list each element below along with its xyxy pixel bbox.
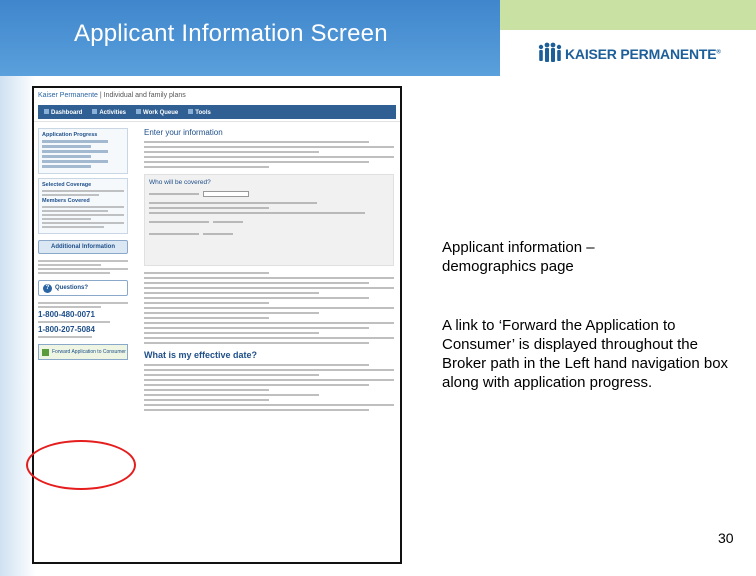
nav-dashboard[interactable]: Dashboard — [44, 109, 82, 116]
form-heading: Who will be covered? — [149, 179, 211, 186]
coverage-form-panel — [144, 174, 394, 266]
page-number: 30 — [718, 530, 734, 546]
coverage-select[interactable] — [203, 191, 249, 197]
app-brand-sub: Individual and family plans — [103, 92, 186, 99]
questions-button[interactable]: ? Questions? — [38, 280, 128, 296]
question-icon: ? — [43, 284, 52, 293]
selected-coverage-title: Selected Coverage — [42, 182, 92, 188]
logo-text: KAISER PERMANENTE — [565, 46, 717, 62]
logo-registered-mark: ® — [716, 49, 721, 56]
phone-number-1: 1-800-480-0071 — [38, 310, 95, 319]
caption-forward-link: A link to ‘Forward the Application to Consumer’ is displayed throughout the Broker path in the Left hand navigation box along with application progress. — [442, 317, 729, 391]
progress-item-family[interactable] — [42, 145, 91, 148]
progress-item-verification[interactable] — [42, 155, 91, 158]
app-nav-bar — [38, 105, 396, 119]
caption-demographics: Applicant information – demographics page — [442, 239, 595, 275]
effective-date-heading: What is my effective date? — [144, 350, 258, 360]
nav-activities[interactable]: Activities — [92, 109, 126, 116]
forward-icon — [42, 349, 49, 356]
nav-work-queue[interactable]: Work Queue — [136, 109, 178, 116]
additional-information-button[interactable]: Additional Information — [38, 240, 128, 254]
progress-item-personal-info[interactable] — [42, 140, 108, 143]
progress-item-payment[interactable] — [42, 165, 91, 168]
highlight-ellipse — [26, 440, 136, 490]
nav-tools[interactable]: Tools — [188, 109, 211, 116]
slide-title: Applicant Information Screen — [74, 20, 388, 47]
embedded-app-screenshot — [32, 86, 402, 564]
members-covered-title: Members Covered — [42, 198, 90, 204]
app-brand-row: Kaiser Permanente | Individual and family plans — [38, 92, 186, 99]
left-gradient-strip — [0, 76, 36, 576]
forward-application-button[interactable]: Forward Application to Consumer — [38, 344, 128, 360]
logo-wordmark — [565, 46, 721, 62]
selected-coverage-box — [38, 178, 128, 234]
main-title: Enter your information — [144, 128, 223, 137]
app-brand: Kaiser Permanente — [38, 92, 98, 99]
progress-item-confirmation[interactable] — [42, 160, 108, 163]
application-progress-box — [38, 128, 128, 174]
phone-number-2: 1-800-207-5084 — [38, 325, 95, 334]
progress-item-plan[interactable] — [42, 150, 108, 153]
app-header — [34, 88, 400, 122]
progress-title: Application Progress — [42, 132, 98, 138]
main-content — [144, 128, 394, 548]
kaiser-logo-icon — [537, 42, 563, 64]
